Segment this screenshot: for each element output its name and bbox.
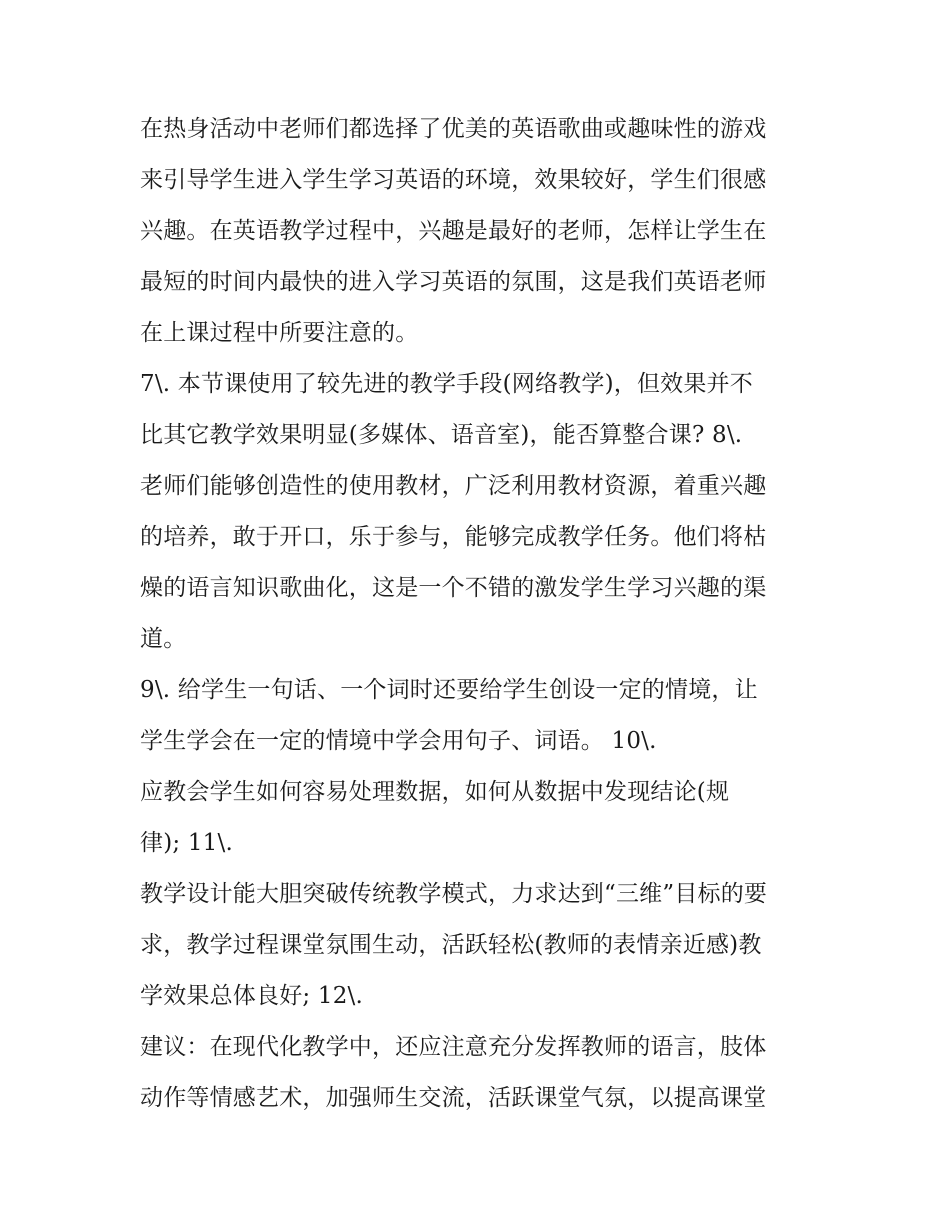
text-line: 建议：在现代化教学中，还应注意充分发挥教师的语言，肢体 xyxy=(140,1034,767,1060)
text-line: 比其它教学效果明显(多媒体、语音室)，能否算整合课? 8\. xyxy=(140,422,743,448)
text-line: 最短的时间内最快的进入学习英语的氛围，这是我们英语老师 xyxy=(140,269,767,295)
text-line: 律); 11\. xyxy=(140,830,233,856)
text-line: 学效果总体良好; 12\. xyxy=(140,983,363,1009)
text-line: 老师们能够创造性的使用教材，广泛利用教材资源，着重兴趣 xyxy=(140,473,767,499)
text-line: 在上课过程中所要注意的。 xyxy=(140,320,419,346)
text-line: 学生学会在一定的情境中学会用句子、词语。 10\. xyxy=(140,728,657,754)
text-line: 求，教学过程课堂氛围生动，活跃轻松(教师的表情亲近感)教 xyxy=(140,932,762,958)
text-line: 动作等情感艺术，加强师生交流，活跃课堂气氛，以提高课堂 xyxy=(140,1085,767,1111)
text-line: 9\. 给学生一句话、一个词时还要给学生创设一定的情境，让 xyxy=(140,677,758,703)
text-line: 应教会学生如何容易处理数据，如何从数据中发现结论(规 xyxy=(140,779,730,805)
text-line: 教学设计能大胆突破传统教学模式，力求达到“三维”目标的要 xyxy=(140,881,768,907)
text-line: 兴趣。在英语教学过程中，兴趣是最好的老师，怎样让学生在 xyxy=(140,218,767,244)
text-line: 道。 xyxy=(140,626,187,652)
text-line: 燥的语言知识歌曲化，这是一个不错的激发学生学习兴趣的渠 xyxy=(140,575,767,601)
text-line: 7\. 本节课使用了较先进的教学手段(网络教学)，但效果并不 xyxy=(140,371,753,397)
text-line: 来引导学生进入学生学习英语的环境，效果较好，学生们很感 xyxy=(140,167,767,193)
text-line: 在热身活动中老师们都选择了优美的英语歌曲或趣味性的游戏 xyxy=(140,116,767,142)
text-line: 的培养，敢于开口，乐于参与，能够完成教学任务。他们将枯 xyxy=(140,524,767,550)
document-body xyxy=(140,104,820,1124)
